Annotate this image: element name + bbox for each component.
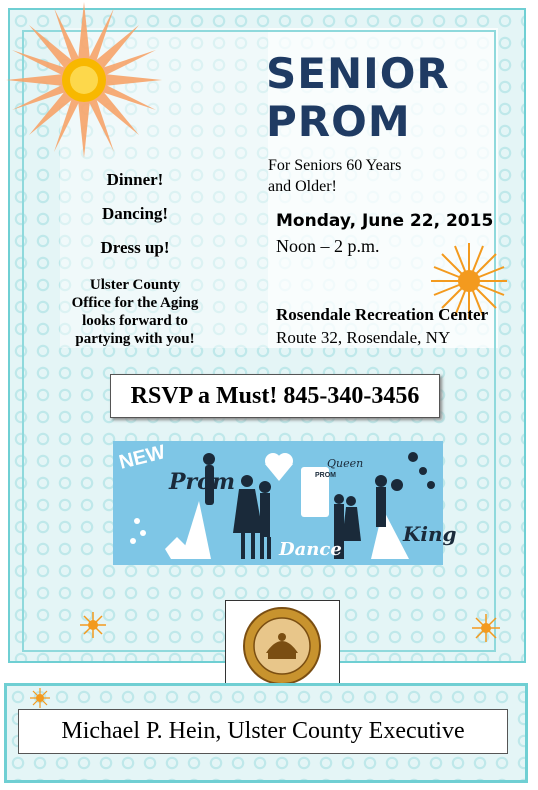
eligibility-text: For Seniors 60 Years and Older! <box>268 157 402 195</box>
dance-illustration <box>113 441 457 565</box>
rsvp-box: RSVP a Must! 845-340-3456 <box>110 374 440 418</box>
banner-king: King <box>403 522 457 546</box>
event-time: Noon – 2 p.m. <box>276 236 380 256</box>
sparkle-icon <box>78 610 108 640</box>
sparkle-icon <box>470 612 502 644</box>
banner-prom-script: Prom <box>169 469 236 495</box>
event-venue: Rosendale Recreation Center <box>276 305 489 324</box>
sparkle-icon <box>28 686 52 710</box>
banner-queen: Queen <box>327 457 364 470</box>
host-message: Ulster County Office for the Aging looks forward to partying with you! <box>71 277 199 347</box>
county-seal-box <box>225 600 340 692</box>
banner-new: NEW <box>116 441 168 474</box>
highlight-dress-up: Dress up! <box>100 238 170 257</box>
county-executive-footer: Michael P. Hein, Ulster County Executive <box>18 709 508 754</box>
highlight-dancing: Dancing! <box>101 204 169 223</box>
title-line1: SENIOR <box>266 49 450 98</box>
county-seal-icon <box>226 601 339 691</box>
title-line2: PROM <box>266 97 411 146</box>
banner-dance: Dance <box>279 539 342 560</box>
banner-prom-sign: PROM <box>315 472 336 479</box>
event-date: Monday, June 22, 2015 <box>276 211 494 231</box>
event-address: Route 32, Rosendale, NY <box>276 328 451 347</box>
sun-burst-icon <box>2 2 172 167</box>
highlight-dinner: Dinner! <box>106 170 164 189</box>
dance-banner <box>113 441 457 565</box>
